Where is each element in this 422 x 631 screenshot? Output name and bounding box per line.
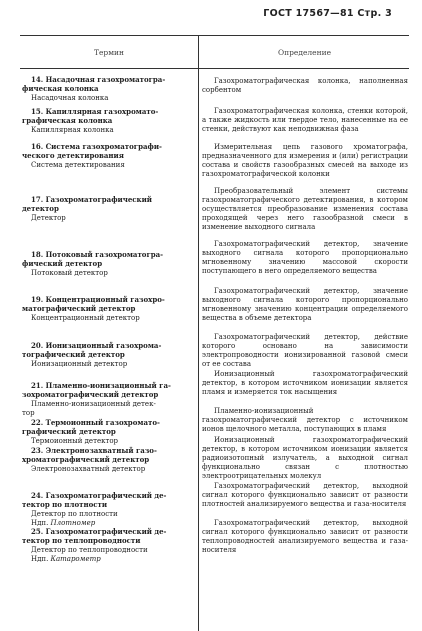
term-title: 14. Насадочная газохроматогра- (31, 75, 166, 84)
term-short-form: Концентрационный детектор (31, 313, 140, 322)
term-short-form: Пламенно-ионизационный детек- (31, 399, 156, 408)
term-title: 23. Электронозахватный газо- (31, 446, 157, 455)
term-20 (22, 342, 196, 369)
term-short-form: Детектор (31, 213, 66, 222)
term-title: тектор по теплопроводности (22, 535, 141, 545)
term-22 (22, 419, 196, 446)
term-short-form: Электронозахватный детектор (31, 464, 146, 473)
term-title: графическая колонка (22, 115, 113, 125)
term-23 (22, 447, 196, 474)
term-title: зохроматографический детектор (22, 389, 159, 399)
term-title: 17. Газохроматографический (31, 195, 152, 204)
term-title: 16. Система газохроматографи- (31, 142, 162, 151)
term-title: ческого детектирования (22, 150, 124, 160)
definition-23: Ионизационный газохроматографический детектор, в котором источником ионизации является радиоизотопный излучатель, а выходной сигнал функционально связан с плотностью электроотрицательных молекул (202, 436, 408, 480)
term-short-form: Система детектирования (31, 160, 125, 169)
term-title: 19. Концентрационный газохро- (31, 295, 165, 304)
term-title: матографический детектор (22, 303, 136, 313)
term-25 (22, 528, 196, 564)
definition-14: Газохроматографическая колонка, наполненная сорбентом (202, 77, 408, 94)
term-title: фический детектор (22, 258, 103, 268)
term-short-form: Детектор по плотности (31, 509, 118, 518)
definition-24: Газохроматографический детектор, выходной сигнал которого функционально зависит от разности плотностей анализируемого вещества и газа-носителя (202, 482, 408, 508)
definition-22: Пламенно-ионизационный газохроматографический детектор с источником ионов щелочного металла, поступающих в пламя (202, 407, 408, 433)
term-16 (22, 143, 196, 170)
definition-20: Газохроматографический детектор, действие которого основано на зависимости электропроводности ионизированной газовой смеси от ее состава (202, 333, 408, 368)
term-title: 24. Газохроматографический де- (31, 491, 167, 500)
term-title: хроматографический детектор (22, 454, 150, 464)
term-title: 25. Газохроматографический де- (31, 527, 167, 536)
term-title: тектор по плотности (22, 499, 108, 509)
term-14 (22, 76, 196, 103)
ndp-term: Плотномер (50, 518, 96, 527)
term-title: тографический детектор (22, 349, 125, 359)
term-title: 18. Потоковый газохроматогра- (31, 250, 164, 259)
term-short-form: тор (22, 408, 35, 417)
term-short-form: Капиллярная колонка (31, 125, 114, 134)
definition-16: Измерительная цепь газового хроматографа, предназначенного для измерения и (или) регистрации состава и свойств газообразных смесей на выходе из газохроматографической колонки (202, 143, 408, 178)
term-15 (22, 108, 196, 135)
definition-25: Газохроматографический детектор, выходной сигнал которого функционально зависит от разности теплопроводностей анализируемого вещества и газа-носителя (202, 519, 408, 554)
definition-15: Газохроматографическая колонка, стенки которой, а также жидкость или твердое тело, нанесенные на ее стенки, действуют как неподвижная фаза (202, 107, 408, 133)
table-header-rule (20, 68, 409, 69)
term-21 (22, 382, 196, 418)
term-19 (22, 296, 196, 323)
term-title: 22. Термоионный газохромато- (31, 418, 160, 427)
term-title: 21. Пламенно-ионизационный га- (31, 381, 171, 390)
ndp-label: Ндп. (31, 554, 49, 563)
term-short-form: Ионизационный детектор (31, 359, 128, 368)
term-24 (22, 492, 196, 528)
column-header-terms: Термин (93, 48, 125, 57)
term-title: фическая колонка (22, 83, 99, 93)
term-title: графический детектор (22, 426, 116, 436)
term-short-form: Детектор по теплопроводности (31, 545, 148, 554)
column-header-definitions: Определение (277, 48, 332, 57)
term-18 (22, 251, 196, 278)
definition-21: Ионизационный газохроматографический детектор, в котором источником ионизации является пламя и измеряется ток насыщения (202, 370, 408, 396)
ndp-label: Ндп. (31, 518, 49, 527)
definition-18: Газохроматографический детектор, значение выходного сигнала которого пропорционально мгновенному значению массовой скорости поступающего в него определяемого вещества (202, 240, 408, 275)
term-title: 20. Ионизационный газохрома- (31, 341, 162, 350)
definition-19: Газохроматографический детектор, значение выходного сигнала которого пропорционально мгновенному значению концентрации определяемого вещества в объеме детектора (202, 287, 408, 322)
term-short-form: Потоковый детектор (31, 268, 108, 277)
term-17 (22, 196, 196, 223)
definition-17: Преобразовательный элемент системы газохроматографического детектирования, в котором осуществляется преобразование изменения состава проходящей через него газообразной смеси в изменение выходного сигнала (202, 187, 408, 231)
term-title: 15. Капиллярная газохромато- (31, 107, 159, 116)
term-short-form: Термоионный детектор (31, 436, 119, 445)
table-top-rule (20, 35, 409, 36)
table-column-divider (198, 35, 199, 631)
page-header: ГОСТ 17567—81 Стр. 3 (263, 8, 392, 19)
term-nonrecommended (22, 555, 196, 564)
ndp-term: Катарометр (50, 554, 101, 563)
term-short-form: Насадочная колонка (31, 93, 109, 102)
term-title: детектор (22, 203, 59, 213)
